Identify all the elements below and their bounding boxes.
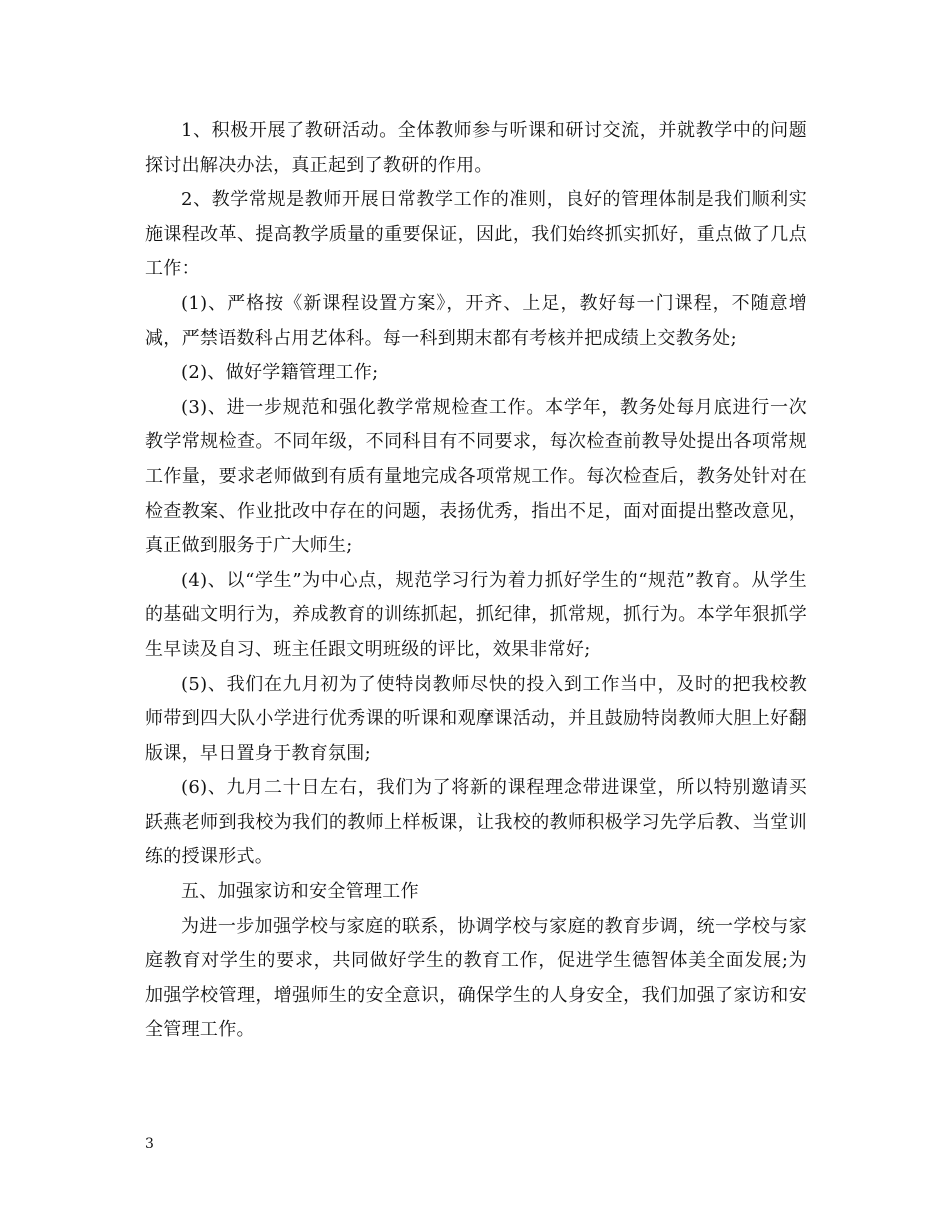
paragraph-item-1: (1)、严格按《新课程设置方案》，开齐、上足，教好每一门课程，不随意增减，严禁语数科占用艺体科。每一科到期末都有考核并把成绩上交教务处; — [145, 292, 807, 349]
paragraph-item-2: (2)、做好学籍管理工作; — [181, 362, 379, 384]
section-heading-home-visits: 五、加强家访和安全管理工作 — [181, 881, 419, 903]
paragraph-item-4: (4)、以“学生”为中心点，规范学习行为着力抓好学生的“规范”教育。从学生的基础文明行为，养成教育的训练抓起，抓纪律，抓常规，抓行为。本学年狠抓学生早读及自习、班主任跟文明班级的评比，效果非常好; — [145, 569, 807, 660]
paragraph-home-visits: 为进一步加强学校与家庭的联系，协调学校与家庭的教育步调，统一学校与家庭教育对学生的要求，共同做好学生的教育工作，促进学生德智体美全面发展;为加强学校管理，增强师生的安全意识，确保学生的人身安全，我们加强了家访和安全管理工作。 — [145, 915, 807, 1041]
paragraph-item-6: (6)、九月二十日左右，我们为了将新的课程理念带进课堂，所以特别邀请买跃燕老师到我校为我们的教师上样板课，让我校的教师积极学习先学后教、当堂训练的授课形式。 — [145, 777, 807, 868]
page-number: 3 — [145, 1136, 154, 1152]
paragraph-item-5: (5)、我们在九月初为了使特岗教师尽快的投入到工作当中，及时的把我校教师带到四大队小学进行优秀课的听课和观摩课活动，并且鼓励特岗教师大胆上好翻版课，早日置身于教育氛围; — [145, 673, 807, 764]
document-body — [145, 114, 807, 1048]
paragraph-teaching-routine: 2、教学常规是教师开展日常教学工作的准则，良好的管理体制是我们顺利实施课程改革、提高教学质量的重要保证，因此，我们始终抓实抓好，重点做了几点工作： — [145, 189, 807, 280]
paragraph-item-3: (3)、进一步规范和强化教学常规检查工作。本学年，教务处每月底进行一次教学常规检查。不同年级，不同科目有不同要求，每次检查前教导处提出各项常规工作量，要求老师做到有质有量地完成各项常规工作。每次检查后，教务处针对在检查教案、作业批改中存在的问题，表扬优秀，指出不足，面对面提出整改意见，真正做到服务于广大师生; — [145, 396, 807, 557]
paragraph-teaching-research: 1、积极开展了教研活动。全体教师参与听课和研讨交流，并就教学中的问题探讨出解决办法，真正起到了教研的作用。 — [145, 120, 807, 176]
